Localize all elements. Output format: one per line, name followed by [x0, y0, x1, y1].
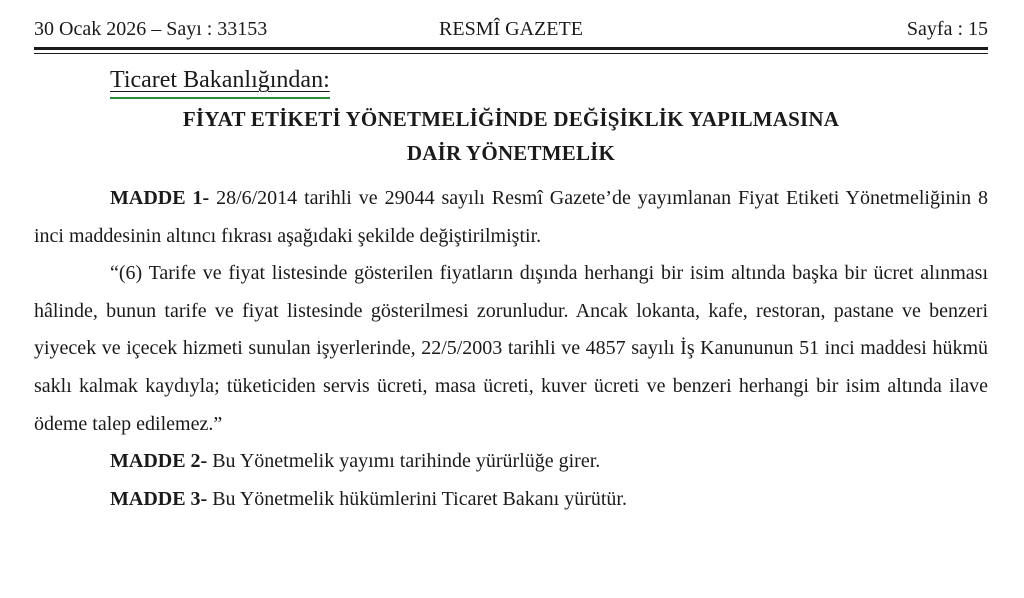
issue-date-number: 30 Ocak 2026 – Sayı : 33153	[34, 18, 268, 40]
regulation-title-line-2: DAİR YÖNETMELİK	[406, 141, 616, 165]
article-1-label: MADDE 1-	[110, 187, 210, 209]
ministry-heading	[110, 66, 330, 94]
gazette-title: RESMÎ GAZETE	[439, 18, 583, 40]
article-1	[34, 180, 988, 255]
article-1-amended-paragraph	[34, 255, 988, 443]
header-rule-thick	[34, 47, 988, 50]
ministry-heading-text: Ticaret Bakanlığından:	[110, 67, 330, 93]
page-number: Sayfa : 15	[906, 18, 988, 40]
ministry-heading-underline	[110, 97, 330, 99]
gazette-page	[34, 0, 988, 518]
article-3	[34, 481, 988, 519]
article-2	[34, 443, 988, 481]
article-1-text: 28/6/2014 tarihli ve 29044 sayılı Resmî Gazete’de yayımlanan Fiyat Etiketi Yönetmeliğinin 8 inci maddesinin altıncı fıkrası aşağıdaki şekilde değiştirilmiştir.	[34, 187, 988, 247]
article-3-text: Bu Yönetmelik hükümlerini Ticaret Bakanı yürütür.	[207, 487, 627, 510]
page-header	[34, 0, 988, 47]
article-2-text: Bu Yönetmelik yayımı tarihinde yürürlüğe girer.	[207, 450, 601, 473]
regulation-title	[34, 102, 988, 170]
header-rule-thin	[34, 53, 988, 54]
article-3-label: MADDE 3-	[110, 487, 208, 510]
amended-paragraph-text: “(6) Tarife ve fiyat listesinde gösterilen fiyatların dışında herhangi bir isim altında başka bir ücret alınması hâlinde, bunun tarife ve fiyat listesinde gösterilmesi zorunludur. Ancak lokanta, kafe, restoran, pastane ve benzeri yiyecek ve içecek hizmeti sunulan işyerlerinde, 22/5/2003 tarihli ve 4857 sayılı İş Kanununun 51 inci maddesi hükmü saklı kalmak kaydıyla; tüketiciden servis ücreti, masa ücreti, kuver ücreti ve benzeri herhangi bir isim altında ilave ödeme talep edilemez.”	[34, 262, 988, 435]
regulation-body	[34, 180, 988, 518]
article-2-label: MADDE 2-	[110, 450, 208, 473]
regulation-title-line-1: FİYAT ETİKETİ YÖNETMELİĞİNDE DEĞİŞİKLİK YAPILMASINA	[182, 107, 840, 131]
